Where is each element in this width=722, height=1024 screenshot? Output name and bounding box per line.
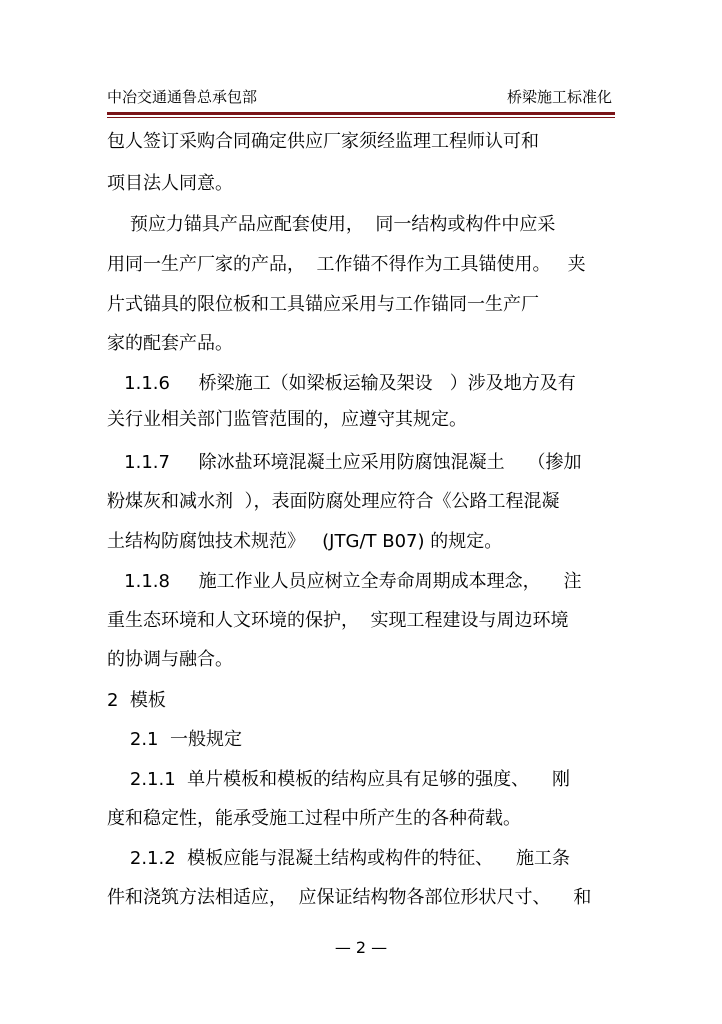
header-rule-thick	[107, 112, 615, 115]
text-line: 件和浇筑方法相适应， 应保证结构物各部位形状尺寸、 和	[107, 887, 592, 908]
text-line: 1.1.8 施工作业人员应树立全寿命周期成本理念， 注	[107, 571, 582, 592]
text-line: 包人签订采购合同确定供应厂家须经监理工程师认可和	[107, 131, 539, 152]
text-line: 粉煤灰和减水剂 ），表面防腐处理应符合《公路工程混凝	[107, 491, 560, 512]
header-rule-thin	[107, 117, 615, 118]
text-line: 项目法人同意。	[107, 173, 233, 194]
text-line: 预应力锚具产品应配套使用， 同一结构或构件中应采	[107, 214, 556, 235]
text-line: 片式锚具的限位板和工具锚应采用与工作锚同一生产厂	[107, 294, 539, 315]
text-line: 的协调与融合。	[107, 649, 233, 670]
header-document-title: 桥梁施工标准化	[506, 88, 612, 106]
text-line: 重生态环境和人文环境的保护， 实现工程建设与周边环境	[107, 610, 569, 631]
text-line: 土结构防腐蚀技术规范》 (JTG/T B07) 的规定。	[107, 531, 503, 552]
section-heading: 2 模板	[107, 690, 166, 711]
text-line: 2.1.2 模板应能与混凝土结构或构件的特征、 施工条	[107, 848, 571, 869]
text-line: 1.1.6 桥梁施工（如梁板运输及架设 ）涉及地方及有	[107, 373, 576, 394]
text-line: 关行业相关部门监管范围的，应遵守其规定。	[107, 409, 467, 430]
text-line: 1.1.7 除冰盐环境混凝土应采用防腐蚀混凝土 （掺加	[107, 452, 582, 473]
page-header	[107, 84, 612, 110]
text-line: 2.1.1 单片模板和模板的结构应具有足够的强度、 刚	[107, 769, 571, 790]
header-organization: 中冶交通通鲁总承包部	[107, 88, 258, 106]
text-line: 度和稳定性，能承受施工过程中所产生的各种荷载。	[107, 808, 521, 829]
text-line: 用同一生产厂家的产品， 工作锚不得作为工具锚使用。 夹	[107, 254, 586, 275]
subsection-heading: 2.1 一般规定	[107, 729, 242, 750]
page-number: — 2 —	[334, 938, 388, 957]
text-line: 家的配套产品。	[107, 333, 233, 354]
